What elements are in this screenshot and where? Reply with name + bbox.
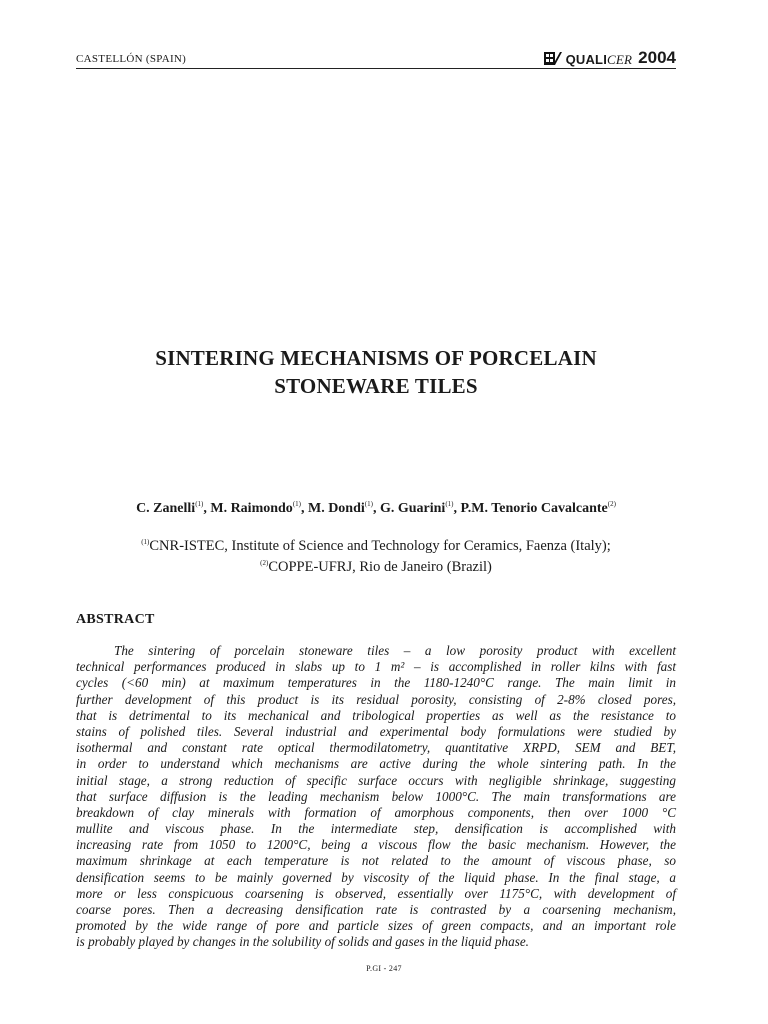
abstract-line: stains of polished tiles. Several industrial and experimental body formulations were studied by xyxy=(76,723,676,739)
logo-year: 2004 xyxy=(638,48,676,67)
qualicer-tile-logo-icon xyxy=(544,51,562,66)
abstract-line: in order to understand which mechanisms are active during the whole sintering path. In the xyxy=(76,756,676,772)
abstract-line: mullite and viscous phase. In the intermediate step, densification is accomplished with xyxy=(76,821,676,837)
author-separator: , xyxy=(372,501,380,516)
author-affiliation-mark: (1) xyxy=(195,500,204,508)
abstract-line: that surface diffusion is the leading mechanism below 1000°C. The main transformations are xyxy=(76,788,676,804)
abstract-line: maximum shrinkage at each temperature is not related to the amount of viscous phase, so xyxy=(76,853,676,869)
abstract-line: more or less conspicuous coarsening is observed, essentially over 1175°C, with development of xyxy=(76,885,676,901)
abstract-line: cycles (<60 min) at maximum temperatures in the 1180-1240°C range. The main limit in xyxy=(76,675,676,691)
abstract-line: is probably played by changes in the solubility of solids and gases in the liquid phase. xyxy=(76,934,529,950)
paper-title xyxy=(76,344,676,400)
author-name: G. Guarini xyxy=(379,501,446,516)
affiliation-line xyxy=(76,534,676,555)
abstract-line: The sintering of porcelain stoneware tiles – a low porosity product with excellent xyxy=(114,643,676,658)
running-header xyxy=(76,44,676,69)
logo-wordmark: QUALICER xyxy=(565,52,633,67)
affiliation-text: CNR-ISTEC, Institute of Science and Technology for Ceramics, Faenza (Italy); xyxy=(149,538,611,554)
abstract-line: increasing rate from 1050 to 1200°C, being a viscous flow the basic mechanism. However, the xyxy=(76,837,676,853)
affiliation-mark: (2) xyxy=(260,559,269,567)
abstract-line: densification seems to be mainly governed by viscosity of the liquid phase. In the final stage, a xyxy=(76,869,676,885)
affiliation-text: COPPE-UFRJ, Rio de Janeiro (Brazil) xyxy=(268,559,492,575)
author-affiliation-mark: (1) xyxy=(445,500,454,508)
conference-location: CASTELLÓN (SPAIN) xyxy=(76,53,187,65)
abstract-line: that is detrimental to its mechanical and tribological properties as well as the resistance to xyxy=(76,707,676,723)
author-affiliation-mark: (2) xyxy=(607,500,616,508)
abstract-body xyxy=(76,643,676,951)
abstract-line: isothermal and constant rate optical thermodilatometry, quantitative XRPD, SEM and BET, xyxy=(76,740,676,756)
abstract-line: further development of this product is its residual porosity, consisting of 2-8% closed pores, xyxy=(76,691,676,707)
author-affiliation-mark: (1) xyxy=(364,500,373,508)
page-number: P.GI - 247 xyxy=(366,964,402,973)
conference-logo xyxy=(544,49,676,66)
abstract-line: technical performances produced in slabs up to 1 m² – is accomplished in roller kilns with fast xyxy=(76,659,676,675)
author-name: M. Dondi xyxy=(307,501,365,516)
author-list xyxy=(76,500,676,517)
abstract-line: breakdown of clay minerals with formation of amorphous components, then over 1000 °C xyxy=(76,804,676,820)
author-name: P.M. Tenorio Cavalcante xyxy=(460,501,608,516)
title-line-1: SINTERING MECHANISMS OF PORCELAIN xyxy=(155,346,597,370)
abstract-heading: ABSTRACT xyxy=(76,612,155,627)
author-affiliation-mark: (1) xyxy=(292,500,301,508)
author-separator: , xyxy=(453,501,461,516)
affiliation-list xyxy=(76,534,676,576)
affiliation-mark: (1) xyxy=(141,538,150,546)
abstract-line: promoted by the wide range of pore and particle sizes of green compacts, and an important role xyxy=(76,918,676,934)
abstract-line: initial stage, a strong reduction of specific surface occurs with negligible shrinkage, suggesting xyxy=(76,772,676,788)
author-separator: , xyxy=(300,501,308,516)
author-name: C. Zanelli xyxy=(136,501,196,516)
author-separator: , xyxy=(203,501,211,516)
abstract-line: coarse pores. Then a decreasing densification rate is contrasted by a coarsening mechanism, xyxy=(76,902,676,917)
author-name: M. Raimondo xyxy=(210,501,293,516)
affiliation-line xyxy=(76,555,676,576)
title-line-2: STONEWARE TILES xyxy=(274,374,478,398)
